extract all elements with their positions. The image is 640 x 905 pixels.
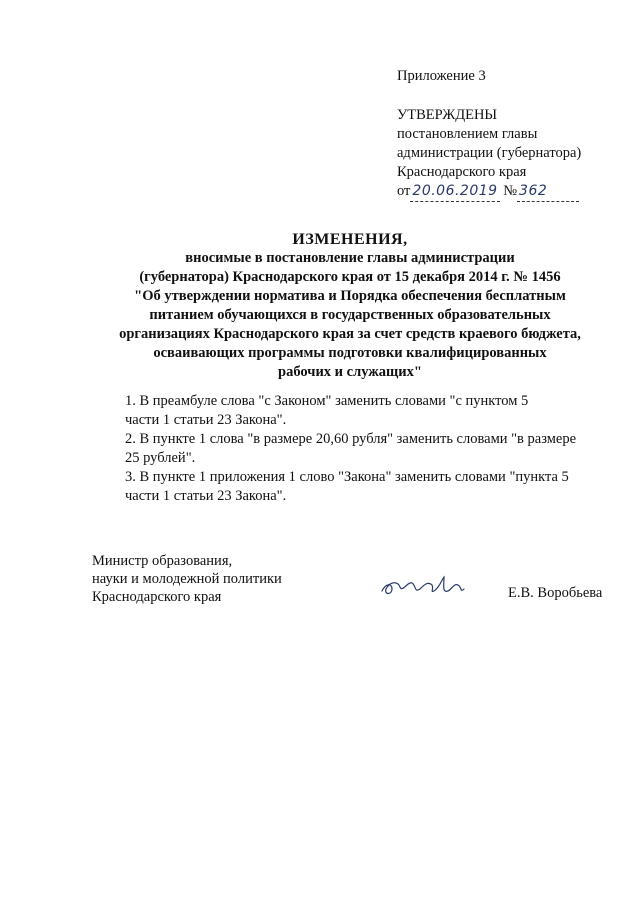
handwritten-signature <box>378 569 468 601</box>
minister-position <box>92 552 282 606</box>
handwritten-date: 20.06.2019 <box>410 182 499 202</box>
approved-line-1: постановлением главы <box>397 126 538 142</box>
change-item-2 <box>108 430 610 468</box>
approved-line-3: Краснодарского края <box>397 164 527 180</box>
approved-line-2: администрации (губернатора) <box>397 145 582 161</box>
heading-main: ИЗМЕНЕНИЯ, <box>292 231 408 248</box>
changes-list <box>108 392 610 506</box>
document-heading <box>110 230 590 382</box>
heading-line-2: (губернатора) Краснодарского края от 15 декабря 2014 г. № 1456 <box>139 269 561 285</box>
approved-title: УТВЕРЖДЕНЫ <box>397 107 498 123</box>
minister-line-2: науки и молодежной политики <box>92 571 282 587</box>
change-item-3-line-2: части 1 статьи 23 Закона". <box>125 488 287 504</box>
heading-line-5: организациях Краснодарского края за счет средств краевого бюджета, <box>119 326 581 342</box>
heading-line-6: осваивающих программы подготовки квалифицированных <box>153 345 547 361</box>
approval-date-line <box>397 182 581 202</box>
number-prefix: № <box>503 183 518 199</box>
change-item-1-line-1: 1. В преамбуле слова "с Законом" заменить словами "с пунктом 5 <box>125 393 529 409</box>
minister-line-3: Краснодарского края <box>92 589 222 605</box>
change-item-2-line-1: 2. В пункте 1 слова "в размере 20,60 рубля" заменить словами "в размере <box>125 431 577 447</box>
appendix-label: Приложение 3 <box>397 68 486 84</box>
change-item-1-line-2: части 1 статьи 23 Закона". <box>125 412 287 428</box>
heading-line-3: "Об утверждении норматива и Порядка обеспечения бесплатным <box>134 288 566 304</box>
change-item-1 <box>108 392 610 430</box>
heading-line-4: питанием обучающихся в государственных образовательных <box>149 307 551 323</box>
date-prefix: от <box>397 183 411 199</box>
change-item-3 <box>108 468 610 506</box>
heading-line-7: рабочих и служащих" <box>278 364 422 380</box>
minister-line-1: Министр образования, <box>92 553 233 569</box>
heading-line-1: вносимые в постановление главы администрации <box>185 250 515 266</box>
change-item-2-line-2: 25 рублей". <box>125 450 196 466</box>
handwritten-number: 362 <box>517 182 579 202</box>
signer-name: Е.В. Воробьева <box>508 585 603 601</box>
change-item-3-line-1: 3. В пункте 1 приложения 1 слово "Закона" заменить словами "пункта 5 <box>125 469 569 485</box>
approval-block <box>397 106 581 202</box>
